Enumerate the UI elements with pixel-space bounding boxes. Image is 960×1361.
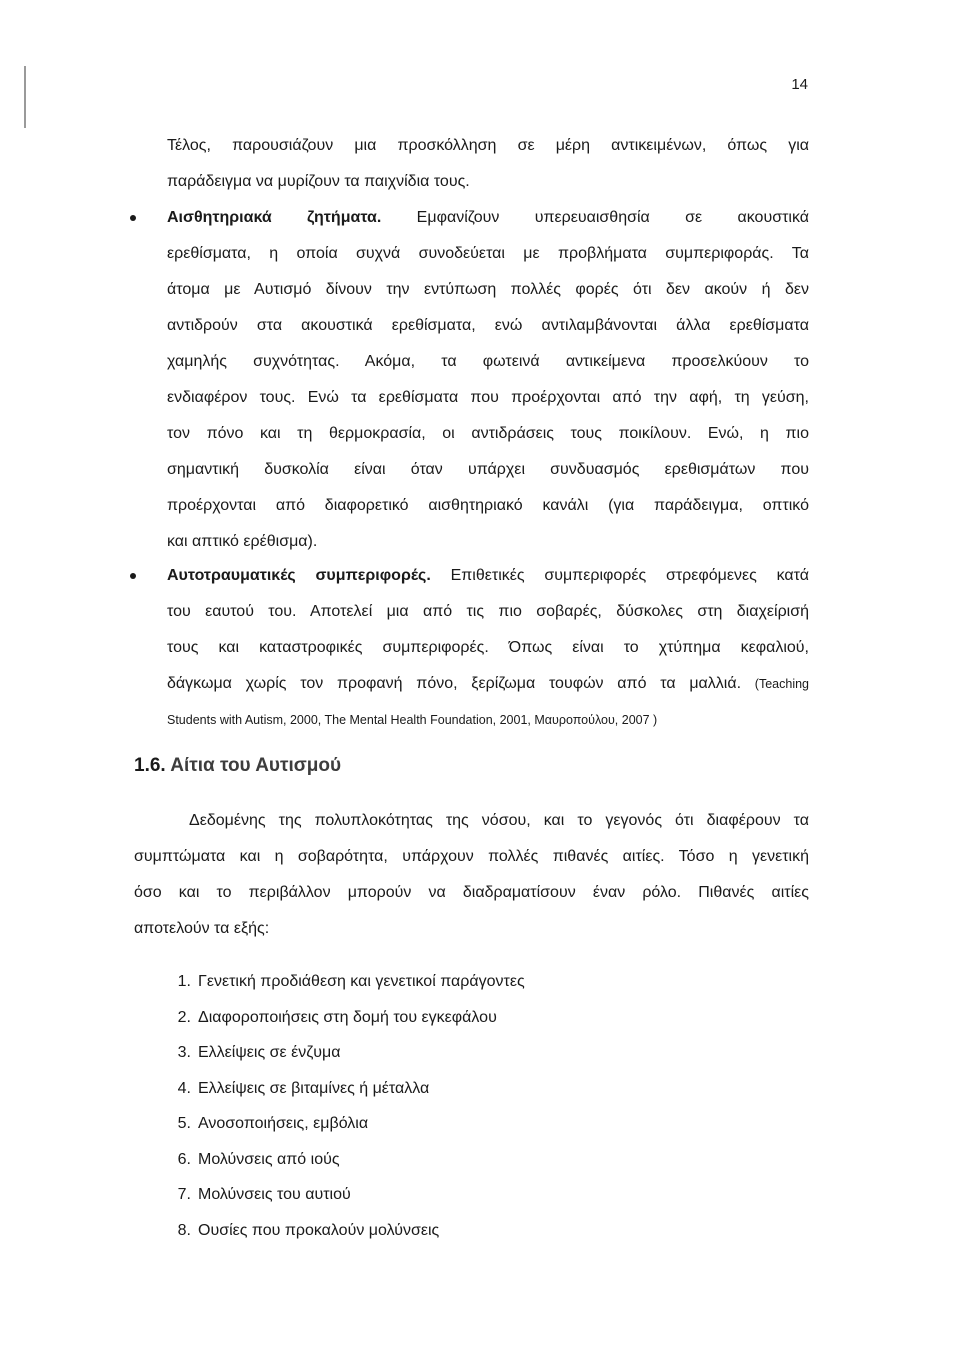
text-line <box>167 674 809 694</box>
bullet-heading-rest: Επιθετικές συμπεριφορές στρεφόμενες κατά <box>450 567 809 584</box>
bullet-sensory-issues <box>167 208 809 568</box>
bullet-heading-rest: Εμφανίζουν υπερευαισθησία σε ακουστικά <box>416 209 809 226</box>
list-item <box>134 1114 525 1150</box>
text-line: όσο και το περιβάλλον μπορούν να διαδραματίσουν έναν ρόλο. Πιθανές αιτίες <box>134 884 809 901</box>
list-text: Μολύνσεις του αυτιού <box>198 1186 351 1203</box>
citation-inline: (Teaching <box>754 677 809 691</box>
scan-margin-mark <box>24 66 26 128</box>
list-text: Ελλείψεις σε ένζυμα <box>198 1044 341 1061</box>
list-text: Ελλείψεις σε βιταμίνες ή μέταλλα <box>198 1079 430 1097</box>
text-line: Τέλος, παρουσιάζουν μια προσκόλληση σε μέρη αντικειμένων, όπως για <box>167 137 809 154</box>
section-title: Αίτια του Αυτισμού <box>170 755 342 776</box>
list-number: 8. <box>177 1221 191 1239</box>
text-line: συμπτώματα και η σοβαρότητα, υπάρχουν πολλές πιθανές αιτίες. Τόσο η γενετική <box>134 848 809 865</box>
text-line <box>167 566 809 586</box>
text-line: ενδιαφέρον τους. Ενώ τα ερεθίσματα που προέρχονται από την αφή, τη γεύση, <box>167 389 809 406</box>
list-text: Διαφοροποιήσεις στη δομή του εγκεφάλου <box>198 1008 497 1026</box>
causes-list <box>134 972 525 1256</box>
list-item <box>134 1079 525 1115</box>
list-item <box>134 1008 525 1044</box>
list-text: Μολύνσεις από ιούς <box>198 1150 340 1168</box>
list-number: 7. <box>177 1186 191 1203</box>
text-line: αντιδρούν στα ακουστικά ερεθίσματα, ενώ αντιλαμβάνονται άλλα ερεθίσματα <box>167 317 809 334</box>
list-number: 4. <box>177 1079 191 1097</box>
causes-paragraph <box>134 811 809 955</box>
list-item <box>134 1185 525 1221</box>
bullet-heading: Αυτοτραυματικές συμπεριφορές. <box>167 567 431 584</box>
bullet-self-injurious-behaviors <box>167 566 809 746</box>
text-line: τον πόνο και τη θερμοκρασία, οι αντιδράσεις τους ποικίλουν. Ενώ, η πιο <box>167 425 809 442</box>
list-number: 1. <box>177 973 191 990</box>
bullet-text: δάγκωμα χωρίς τον προφανή πόνο, ξερίζωμα τουφών από τα μαλλιά. <box>167 675 742 692</box>
text-line: σημαντική δυσκολία είναι όταν υπάρχει συνδυασμός ερεθισμάτων που <box>167 461 809 478</box>
citation-line: Students with Autism, 2000, The Mental Health Foundation, 2001, Μαυροπούλου, 2007 ) <box>167 713 658 727</box>
list-number: 5. <box>177 1115 191 1132</box>
text-line: προέρχονται από διαφορετικό αισθητηριακό κανάλι (για παράδειγμα, οπτικό <box>167 497 809 514</box>
list-item <box>134 1221 525 1257</box>
text-line: αποτελούν τα εξής: <box>134 920 270 937</box>
text-line: τους και καταστροφικές συμπεριφορές. Όπως είναι το χτύπημα κεφαλιού, <box>167 639 809 656</box>
text-line <box>167 208 809 228</box>
bullet-dot-icon <box>130 573 136 579</box>
text-line: Δεδομένης της πολυπλοκότητας της νόσου, και το γεγονός ότι διαφέρουν τα <box>189 812 809 829</box>
bullet-dot-icon <box>130 215 136 221</box>
section-heading <box>134 754 341 778</box>
list-item <box>134 1150 525 1186</box>
page-number: 14 <box>791 76 808 93</box>
text-line: του εαυτού του. Αποτελεί μια από τις πιο σοβαρές, δύσκολες στη διαχείρισή <box>167 603 809 620</box>
list-item <box>134 1043 525 1079</box>
text-line: και απτικό ερέθισμα). <box>167 533 318 550</box>
text-line: παράδειγμα να μυρίζουν τα παιχνίδια τους. <box>167 173 470 190</box>
text-line: ερεθίσματα, η οποία συχνά συνοδεύεται με προβλήματα συμπεριφοράς. Τα <box>167 245 809 262</box>
list-text: Ουσίες που προκαλούν μολύνσεις <box>198 1221 440 1239</box>
list-number: 3. <box>177 1044 191 1061</box>
list-text: Γενετική προδιάθεση και γενετικοί παράγοντες <box>198 973 525 990</box>
list-item <box>134 972 525 1008</box>
section-number: 1.6. <box>134 755 166 776</box>
bullet-heading: Αισθητηριακά ζητήματα. <box>167 209 382 226</box>
text-line: χαμηλής συχνότητας. Ακόμα, τα φωτεινά αντικείμενα προσελκύουν το <box>167 353 809 370</box>
text-line: άτομα με Αυτισμό δίνουν την εντύπωση πολλές φορές ότι δεν ακούν ή δεν <box>167 281 809 298</box>
list-number: 6. <box>177 1150 191 1168</box>
list-number: 2. <box>177 1008 191 1026</box>
intro-paragraph <box>167 136 809 208</box>
list-text: Ανοσοποιήσεις, εμβόλια <box>198 1115 369 1132</box>
